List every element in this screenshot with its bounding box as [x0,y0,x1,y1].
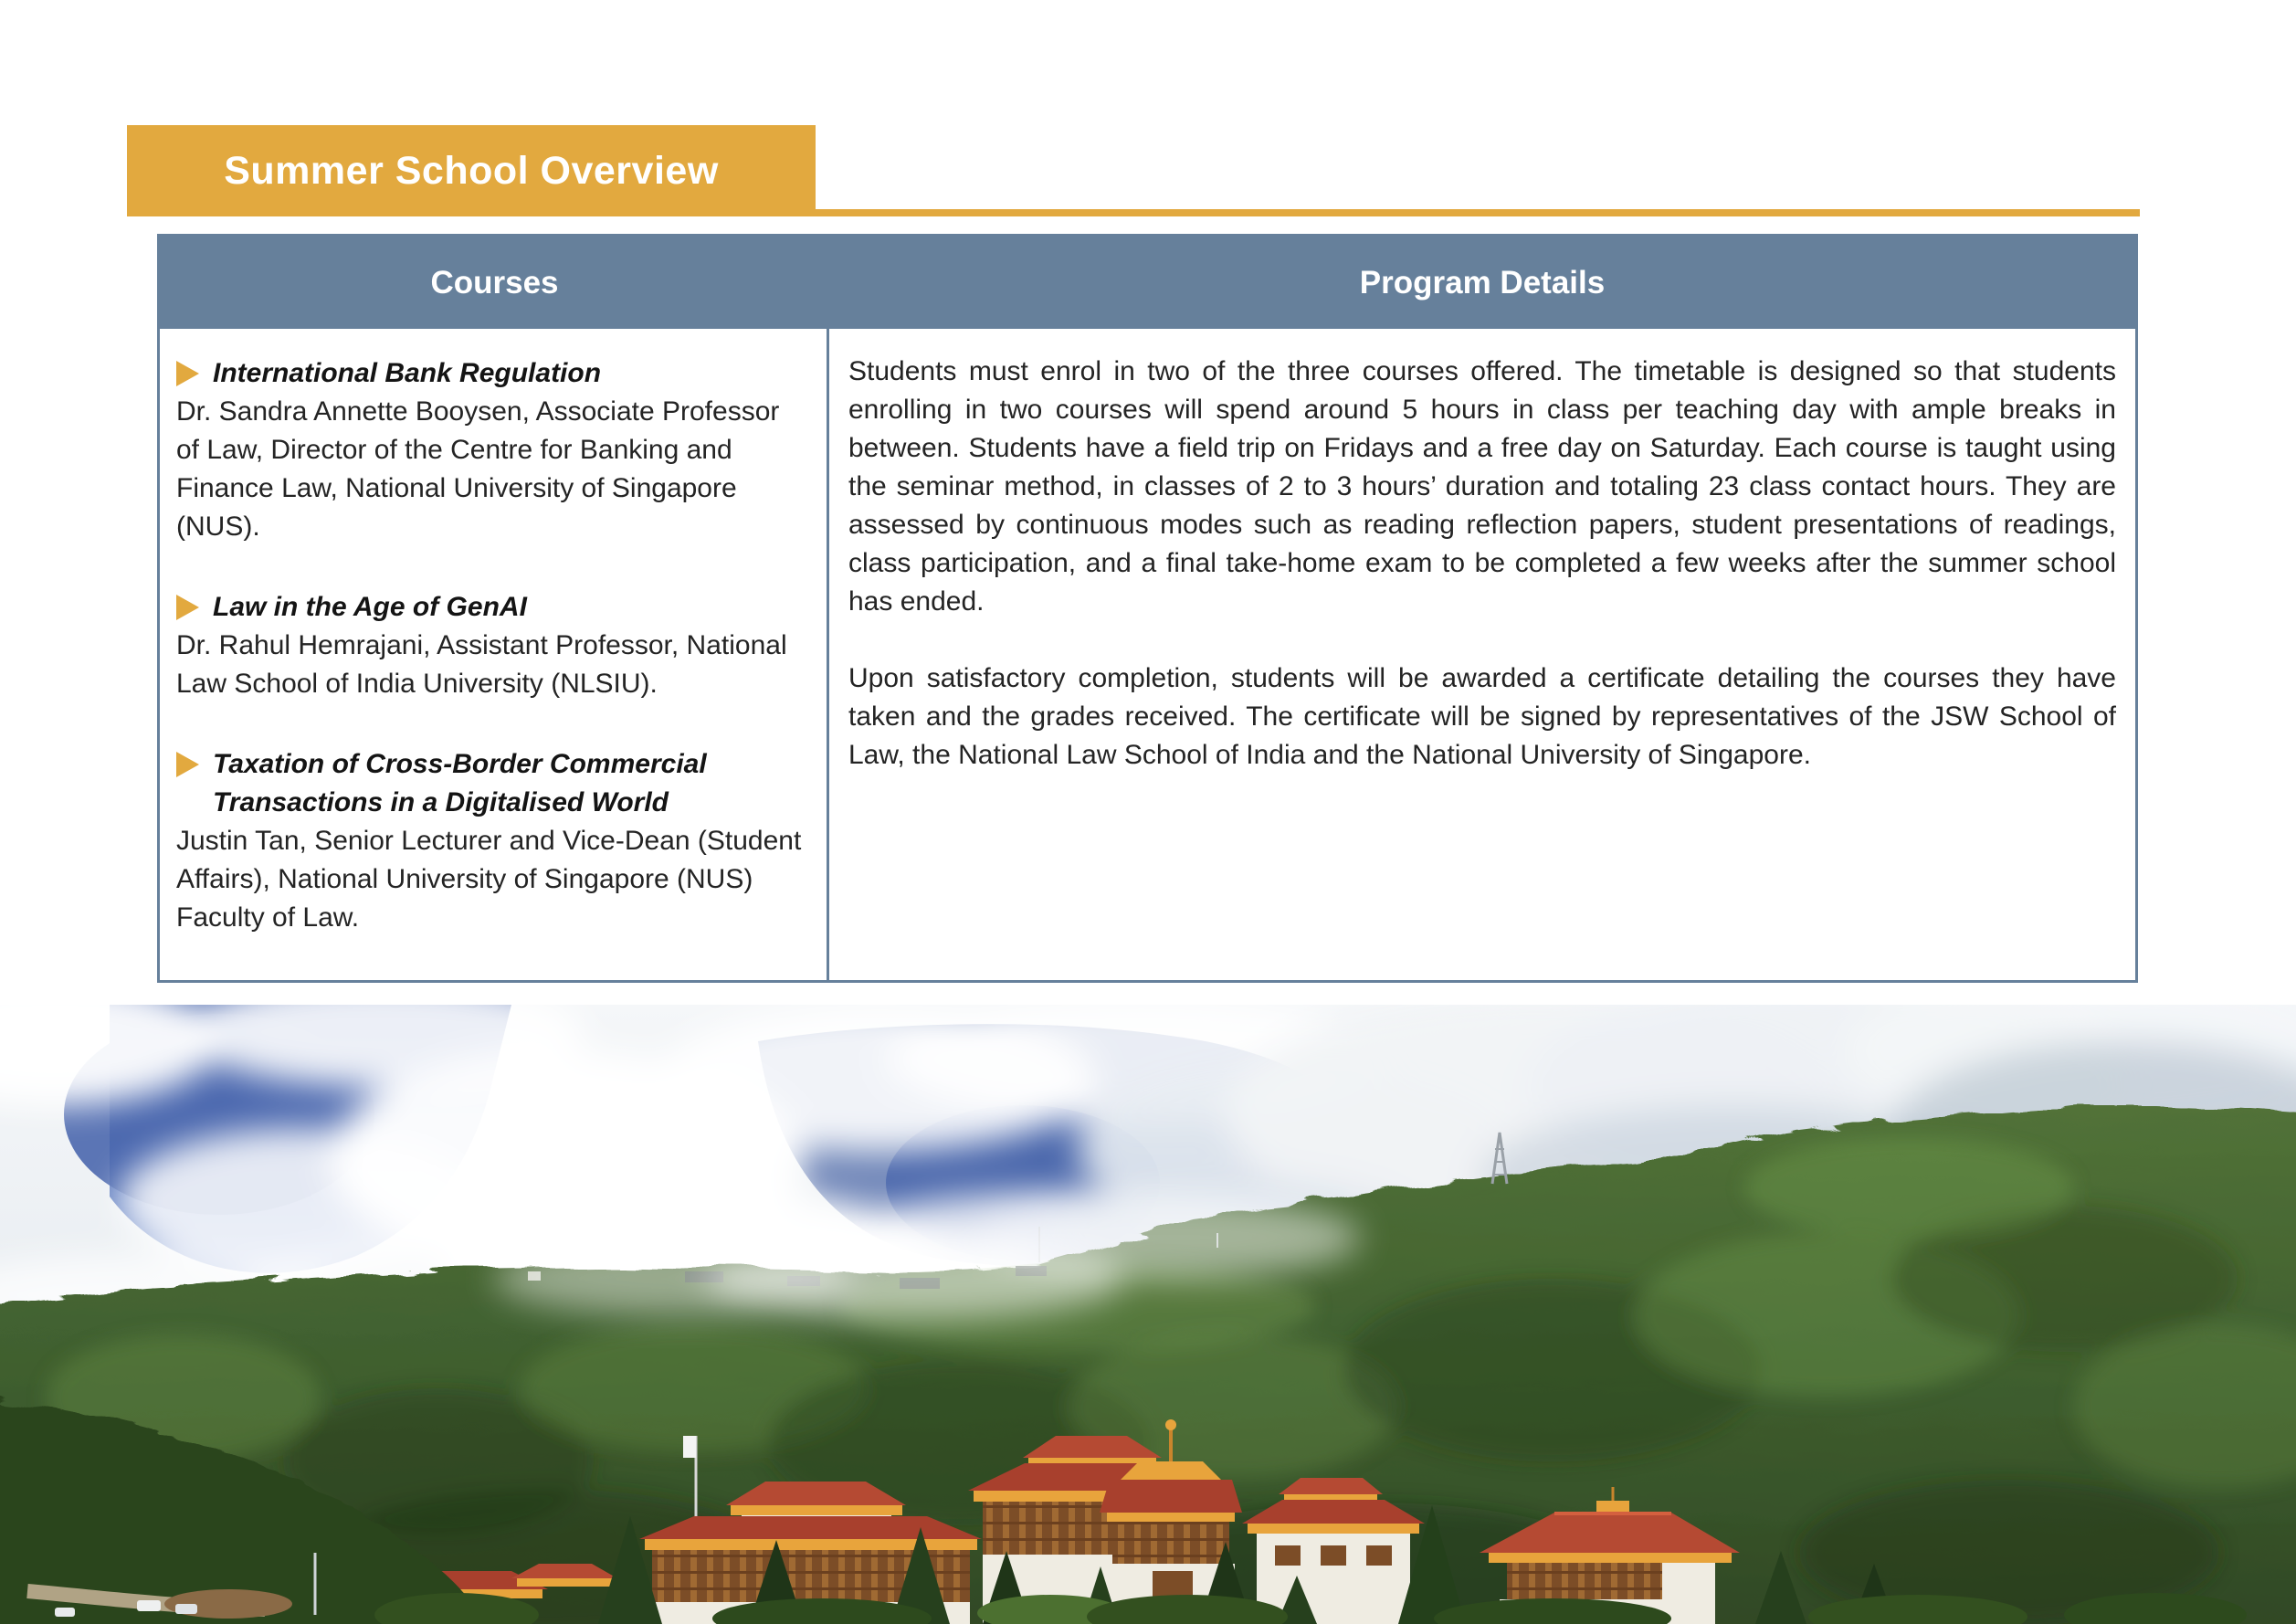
course-instructor: Justin Tan, Senior Lecturer and Vice-Dean (Student Affairs), National University of Singapore (NUS) Faculty of Law. [176,826,802,933]
course-instructor: Dr. Rahul Hemrajani, Assistant Professor, National Law School of India University (NLSIU). [176,630,787,699]
course-bullet-icon [176,752,199,777]
course-title: International Bank Regulation [213,358,602,388]
course-item [176,745,806,937]
course-title-row [176,745,806,822]
program-details-paragraph: Upon satisfactory completion, students will be awarded a certificate detailing the courses they have taken and the grades received. The certificate will be signed by representatives of the JSW School of Law, the National Law School of India and the National University of Singapore. [848,663,2116,770]
campus-photo [0,1005,2296,1624]
column-header-program-details: Program Details [1359,264,1606,301]
course-title: Taxation of Cross-Border Commercial Transactions in a Digitalised World [213,749,707,817]
table-header-row [160,237,2135,329]
page-title: Summer School Overview [224,148,719,193]
course-bullet-icon [176,361,199,386]
course-title-row [176,354,806,393]
course-title-row [176,588,806,627]
course-item [176,588,806,703]
course-instructor: Dr. Sandra Annette Booysen, Associate Professor of Law, Director of the Centre for Banking and Finance Law, National University of Singapore (NUS). [176,396,780,542]
course-title: Law in the Age of GenAI [213,592,527,622]
course-bullet-icon [176,595,199,620]
table-body-row [160,329,2135,980]
page-title-banner [127,125,816,216]
program-details-cell [829,329,2135,980]
column-header-courses: Courses [430,264,559,301]
courses-cell [160,329,829,980]
program-details-paragraph: Students must enrol in two of the three courses offered. The timetable is designed so that students enrolling in two courses will spend around 5 hours in class per teaching day with ample breaks in between. Students have a field trip on Fridays and a free day on Saturday. Each course is taught using the seminar method, in classes of 2 to 3 hours’ duration and totaling 23 class contact hours. They are assessed by continuous modes such as reading reflection papers, student presentations of readings, class participation, and a final take-home exam to be completed a few weeks after the summer school has ended. [848,356,2116,617]
overview-table [157,234,2138,983]
course-item [176,354,806,546]
